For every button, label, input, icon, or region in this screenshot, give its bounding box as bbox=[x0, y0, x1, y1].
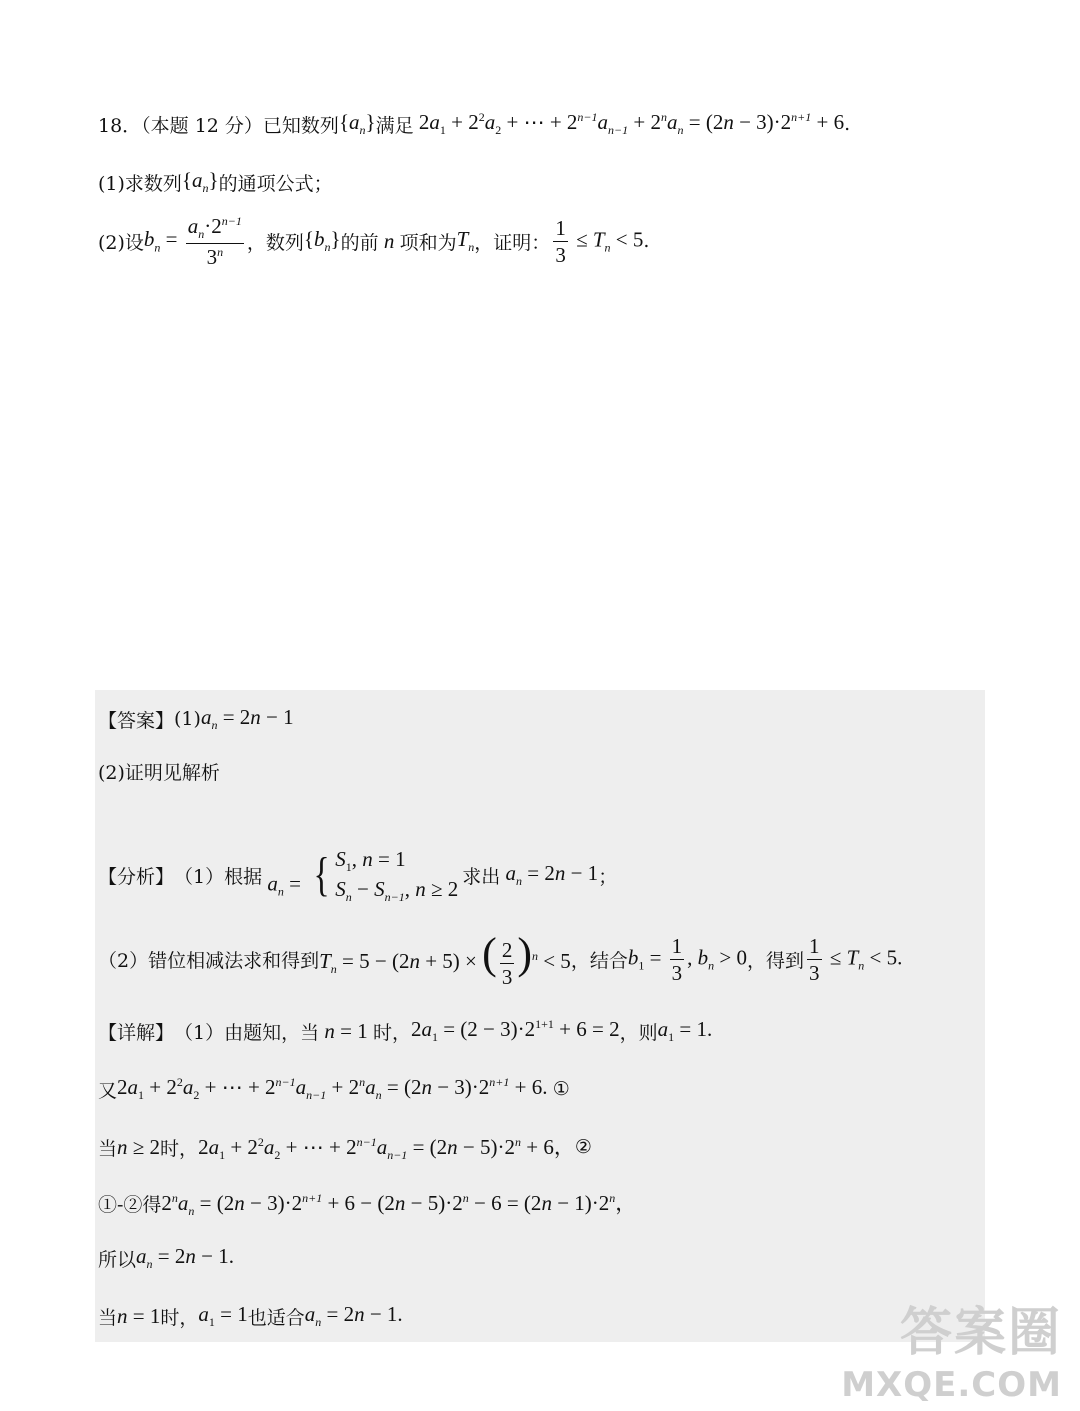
detail-line6: 当 n = 1 时， $a_1 = 1$ 也适合 $a_n = 2n - 1$. bbox=[98, 1302, 403, 1330]
math-condition: $2a_1 + 2^2a_2$ + ⋯ + $2^{n-1}a_{n-1} + 2^na_n = (2n - 3)\cdot 2^{n+1} + 6$ bbox=[413, 110, 845, 138]
detail-line1: 【详解】 （1）由题知，当 n = 1 时， $2a_1 = (2 - 3)\cdot 2^{1+1} + 6 = 2$ ，则 $a_1 = 1$. bbox=[98, 1017, 713, 1045]
answer-line2: (2)证明见解析 bbox=[98, 762, 220, 784]
math-seq-a: $\{a_n\}$ bbox=[338, 110, 376, 138]
answer-line1: 【答案】 (1) $a_n = 2n - 1$ bbox=[98, 705, 294, 733]
math-cases: $a_n$ = { $S_1$, n = 1 $S_n - S_{n-1}$, n ≥ 2 bbox=[267, 847, 459, 905]
detail-line2: 又 $2a_1 + 2^2a_2$ + ⋯ + $2^{n-1}a_{n-1} + 2^na_n = (2n - 3)\cdot 2^{n+1} + 6$. ① bbox=[98, 1075, 570, 1103]
question-part1: (1)求数列 $\{a_n\}$ 的通项公式； bbox=[98, 168, 333, 196]
analysis-line1: 【分析】 （1）根据 $a_n$ = { $S_1$, n = 1 $S_n - S_{n-1}$, n ≥ 2 求出 $a_n = 2n - 1$ ； bbox=[98, 847, 618, 905]
math-seq-b: $\{b_n\}$ bbox=[303, 227, 341, 255]
math-b-def: $b_n$ = $\frac{a_n\cdot 2^{n-1}}{3^n}$ bbox=[143, 214, 242, 269]
math-seq-a: $\{a_n\}$ bbox=[181, 168, 219, 196]
math-inequality: $\frac{1}{3}$ ≤ $T_n < 5$ bbox=[555, 215, 644, 267]
detail-line4: ①-②得 $2^na_n = (2n - 3)\cdot 2^{n+1} + 6 - (2n - 5)\cdot 2^n - 6 = (2n - 1)\cdot 2^n$， bbox=[98, 1191, 637, 1219]
question-part2: (2)设 $b_n$ = $\frac{a_n\cdot 2^{n-1}}{3^n}$ ，数列 $\{b_n\}$ 的前 n 项和为 $T_n$ ，证明： $\frac{1}{3}$ ≤ $T_n < 5$ . bbox=[98, 214, 650, 269]
analysis-line2: （2）错位相减法求和得到 $T_n = 5 - (2n + 5)$ × ( $\frac{2}{3}$ )$^n$ < 5 ，结合 $b_1$ = $\frac{1}{3}$ , $b_n > 0$ ，得到 $\frac{1}{3}$ ≤ $T_n < 5$. bbox=[98, 929, 903, 989]
question-stem: 18．（本题 12 分）已知数列 $\{a_n\}$ 满足 $2a_1 + 2^2a_2$ + ⋯ + $2^{n-1}a_{n-1} + 2^na_n = (2n - 3)\cdot 2^{n+1} + 6$ . bbox=[98, 110, 851, 138]
detail-line3: 当 n ≥ 2 时， $2a_1 + 2^2a_2$ + ⋯ + $2^{n-1}a_{n-1} = (2n - 5)\cdot 2^n + 6$， ② bbox=[98, 1134, 592, 1163]
math-tn-closed: $T_n = 5 - (2n + 5)$ × ( $\frac{2}{3}$ )$^n$ < 5 bbox=[319, 929, 571, 989]
detail-line5: 所以 $a_n = 2n - 1$. bbox=[98, 1244, 234, 1272]
watermark-logo: 答案圈 MXQE.COM bbox=[841, 1303, 1062, 1405]
